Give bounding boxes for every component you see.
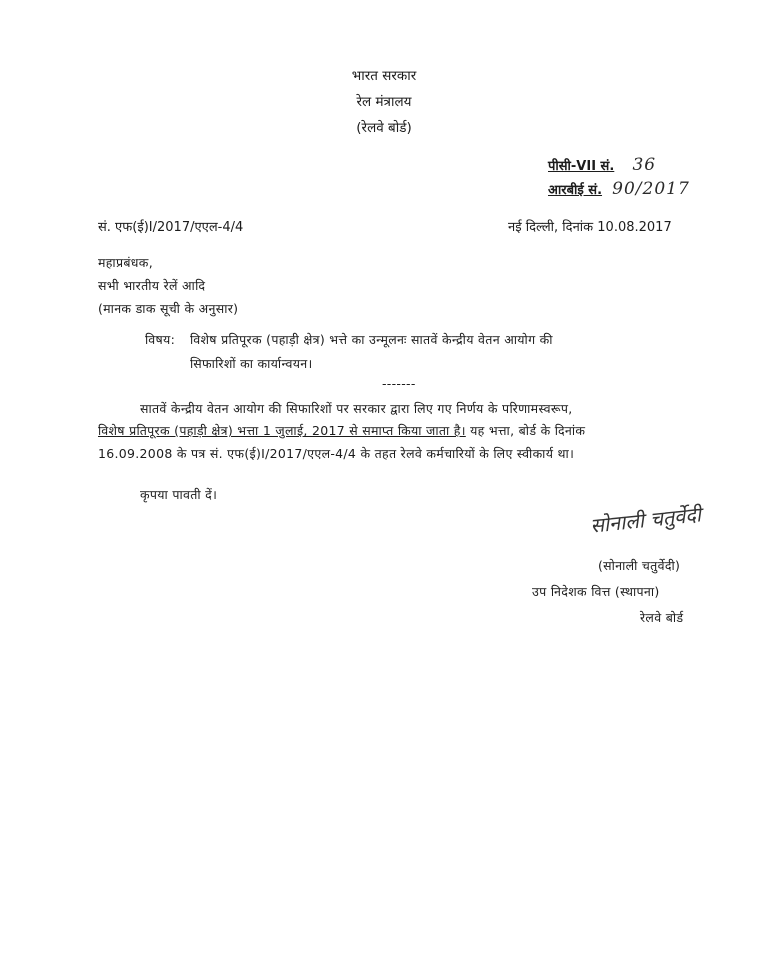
subject-label: विषय: xyxy=(145,332,176,347)
place-date: नई दिल्ली, दिनांक 10.08.2017 xyxy=(508,220,672,235)
header-ministry: रेल मंत्रालय xyxy=(356,94,412,110)
rbe-number: 90/2017 xyxy=(612,179,690,199)
body-line-2 xyxy=(98,422,585,439)
subject-line-1: विशेष प्रतिपूरक (पहाड़ी क्षेत्र) भत्ते का उन्मूलनः सातवें केन्द्रीय वेतन आयोग की xyxy=(190,332,553,347)
addressee-line-2: सभी भारतीय रेलें आदि xyxy=(98,278,206,293)
signatory-name: (सोनाली चतुर्वेदी) xyxy=(598,558,681,573)
addressee-line-1: महाप्रबंधक, xyxy=(98,255,153,270)
signatory-office: रेलवे बोर्ड xyxy=(640,610,684,625)
rbe-label: आरबीई सं. xyxy=(548,183,603,198)
handwritten-signature: सोनाली चतुर्वेदी xyxy=(589,502,703,538)
rbe-number-row xyxy=(548,179,690,199)
pc-label: पीसी-VII सं. xyxy=(548,159,615,174)
header-government: भारत सरकार xyxy=(351,68,417,84)
header-board: (रेलवे बोर्ड) xyxy=(356,120,412,136)
body-line-1: सातवें केन्द्रीय वेतन आयोग की सिफारिशों पर सरकार द्वारा लिए गए निर्णय के परिणामस्वरूप, xyxy=(140,401,573,416)
pc-number-row xyxy=(548,155,656,175)
closing: कृपया पावती दें। xyxy=(140,487,218,502)
pc-number: 36 xyxy=(632,155,657,175)
subject-line-2: सिफारिशों का कार्यान्वयन। xyxy=(190,356,313,371)
body-line-2-underlined: विशेष प्रतिपूरक (पहाड़ी क्षेत्र) भत्ता 1 जुलाई, 2017 से समाप्त किया जाता है। xyxy=(98,423,466,438)
body-line-2-rest: यह भत्ता, बोर्ड के दिनांक xyxy=(465,423,586,438)
divider: ------- xyxy=(382,376,416,391)
body-line-3: 16.09.2008 के पत्र सं. एफ(ई)I/2017/एएल-4/4 के तहत रेलवे कर्मचारियों के लिए स्वीकार्य था। xyxy=(98,446,575,461)
file-number: सं. एफ(ई)I/2017/एएल-4/4 xyxy=(98,220,244,235)
addressee-line-3: (मानक डाक सूची के अनुसार) xyxy=(98,301,239,316)
signatory-designation: उप निदेशक वित्त (स्थापना) xyxy=(532,584,660,599)
